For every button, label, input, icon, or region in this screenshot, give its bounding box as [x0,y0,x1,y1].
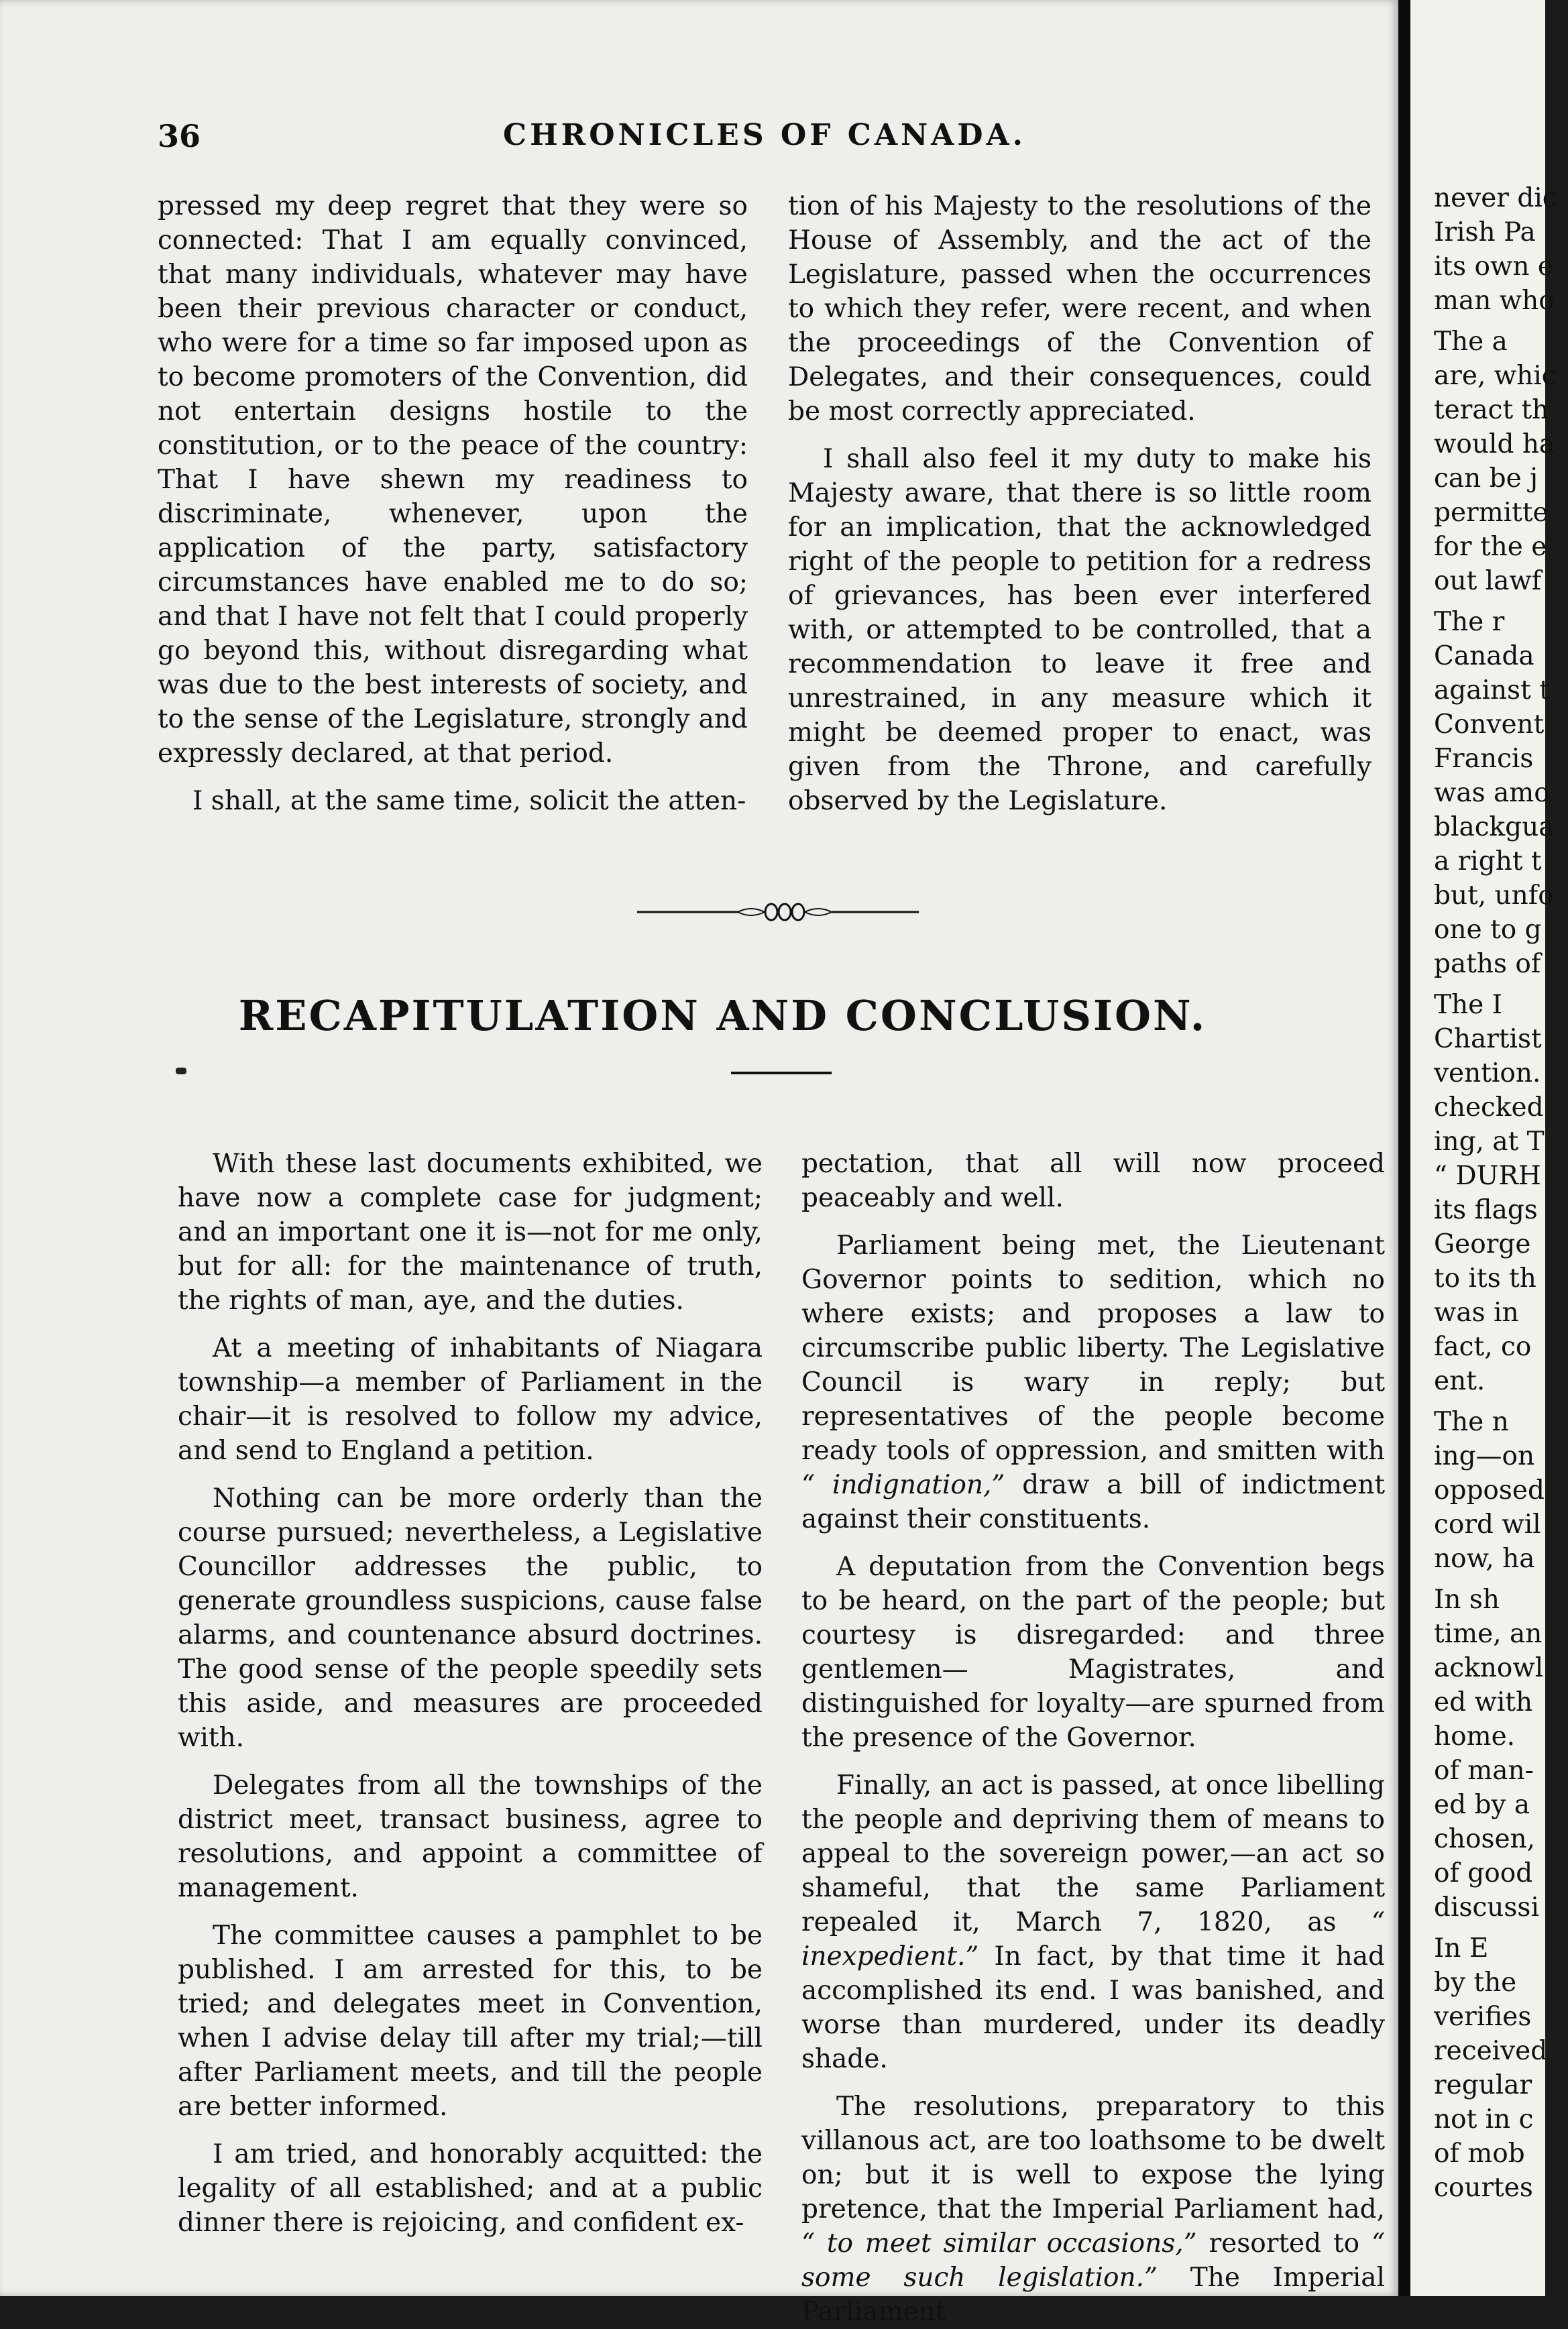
paragraph: I shall, at the same time, solicit the atten- [192,786,746,816]
text-run: The Imperial Parliament [801,2263,1385,2327]
book-gutter [1398,0,1410,2296]
fragment-line: The r [1434,607,1505,637]
fragment-line: but, unfo [1434,881,1554,911]
fragment-line: In sh [1434,1585,1500,1615]
fragment-line: regular [1434,2070,1532,2100]
fragment-line: now, ha [1434,1544,1535,1574]
fragment-line: by the [1434,1968,1517,1998]
section-title: RECAPITULATION AND CONCLUSION. [238,991,1207,1040]
fragment-line: Irish Pa [1434,217,1536,247]
running-head: CHRONICLES OF CANADA. [503,118,1026,152]
paragraph: With these last documents exhibited, we have now a complete case for judgment; and an important one it is—not for me only, but for all: for the maintenance of truth, the rights of man, aye, and the duties. [178,1149,763,1316]
fragment-line: Chartist [1434,1024,1542,1054]
fragment-line: vention. [1434,1058,1541,1088]
fragment-line: ent. [1434,1366,1486,1396]
paragraph: pectation, that all will now proceed peaceably and well. [801,1149,1385,1213]
adjacent-page-fragment [1410,0,1557,2296]
paragraph: At a meeting of inhabitants of Niagara township—a member of Parliament in the chair—it is resolved to follow my advice, and send to England a petition. [178,1333,763,1466]
text-run: draw a bill of indictment against their constituents. [801,1470,1386,1534]
paragraph: tion of his Majesty to the resolutions of the House of Assembly, and the act of the Legislature, passed when the occurrences to which they refer, were recent, and when the proceedings of the Convention of Delegates, and their consequences, could be most correctly appreciated. [788,191,1371,427]
fragment-line: Canada [1434,641,1534,671]
paragraph [801,1229,1385,1536]
page-number: 36 [158,118,201,154]
title-rule [731,1072,832,1074]
fragment-line: courtes [1434,2173,1533,2203]
fragment-line: was in [1434,1298,1519,1328]
italic-run: “ to meet similar occasions,” [801,2228,1197,2259]
fragment-line: blackgua [1434,812,1555,842]
ornament-divider-icon [637,889,919,935]
fragment-line: of good [1434,1858,1533,1888]
paragraph: Delegates from all the townships of the district meet, transact business, agree to resolutions, and appoint a committee of management. [178,1770,763,1903]
fragment-line: ing—on [1434,1441,1535,1471]
text-run: resorted to [1209,2228,1360,2259]
ink-mark [176,1068,186,1074]
fragment-line: home. [1434,1721,1516,1752]
fragment-line: The I [1434,990,1503,1020]
italic-run: “ indignation,” [801,1470,1005,1500]
fragment-line: man who [1434,286,1555,316]
fragment-line: its flags [1434,1195,1538,1225]
fragment-line: a right t [1434,846,1542,876]
italic-run: “ inexpedient.” [801,1907,1385,1972]
italic-run: “ some such legislation.” [801,2228,1385,2293]
paragraph [801,1768,1385,2076]
bottom-right-column [801,1147,1385,2329]
fragment-line: ed with [1434,1687,1533,1717]
fragment-line: opposed [1434,1475,1545,1506]
fragment-line: ing, at T [1434,1127,1545,1157]
text-run: In fact, by that time it had accomplished its end. I was banished, and worse than murdered, under its deadly shade. [801,1941,1385,2074]
adjacent-page-column [1434,181,1568,2205]
fragment-line: was amo [1434,778,1550,808]
fragment-line: to its th [1434,1263,1536,1294]
page-header [158,118,1371,172]
fragment-line: can be j [1434,463,1538,494]
fragment-line: permitte [1434,498,1549,528]
fragment-line: The n [1434,1407,1509,1437]
text-run: The resolutions, preparatory to this villanous act, are too loathsome to be dwelt on; but it is well to expose the lying pretence, that the Imperial Parliament had, [801,2092,1385,2224]
paragraph: I am tried, and honorably acquitted: the legality of all established; and at a public dinner there is rejoicing, and confident ex- [178,2139,763,2238]
fragment-line: against t [1434,675,1550,705]
bottom-left-column [178,1147,763,2240]
fragment-line: not in c [1434,2104,1534,2135]
fragment-line: Convent [1434,709,1545,740]
fragment-line: acknowl [1434,1653,1544,1683]
fragment-line: “ DURH [1434,1161,1541,1191]
text-run: Parliament being met, the Lieutenant Governor points to sedition, which no where exists; and proposes a law to circumscribe public liberty. The Legislative Council is wary in reply; but representatives of the people become ready tools of oppression, and smitten with [801,1231,1385,1466]
fragment-line: of man- [1434,1756,1534,1786]
fragment-line: verifies [1434,2002,1532,2032]
fragment-line: its own e [1434,251,1554,282]
paragraph: Nothing can be more orderly than the course pursued; nevertheless, a Legislative Councillor addresses the public, to generate groundless suspicions, cause false alarms, and countenance absurd doctrines. The good sense of the people speedily sets this aside, and measures are proceeded with. [178,1483,763,1753]
fragment-line: The a [1434,327,1508,357]
fragment-line: one to g [1434,915,1542,945]
fragment-line: checked [1434,1092,1544,1123]
paragraph [801,2090,1385,2329]
top-left-column [158,189,748,818]
paragraph: pressed my deep regret that they were so connected: That I am equally convinced, that many individuals, whatever may have been their previous character or conduct, who were for a time so far imposed upon as to become promoters of the Convention, did not entertain designs hostile to the constitution, or to the peace of the country: That I have shewn my readiness to discriminate, whenever, upon the application of the party, satisfactory circumstances have enabled me to do so; and that I have not felt that I could properly go beyond this, without disregarding what was due to the best interests of society, and to the sense of the Legislature, strongly and expressly declared, at that period. [158,191,748,769]
fragment-line: cord wil [1434,1510,1541,1540]
fragment-line: fact, co [1434,1332,1532,1362]
fragment-line: ed by a [1434,1790,1530,1820]
fragment-line: received [1434,2036,1548,2066]
fragment-line: Francis [1434,744,1534,774]
top-right-column [788,189,1371,818]
fragment-line: George [1434,1229,1531,1259]
paragraph: A deputation from the Convention begs to be heard, on the part of the people; but courtesy is disregarded: and three gentlemen— Magistrates, and distinguished for loyalty—are spurned from the presence of the Governor. [801,1552,1385,1753]
paragraph: I shall also feel it my duty to make his Majesty aware, that there is so little room for an implication, that the acknowledged right of the people to petition for a redress of grievances, has been ever interfered with, or attempted to be controlled, that a recommendation to leave it free and unrestrained, in any measure which it might be deemed proper to enact, was given from the Throne, and carefully observed by the Legislature. [788,444,1371,816]
fragment-line: for the e [1434,532,1547,562]
fragment-line: paths of [1434,949,1541,979]
fragment-line: are, whic [1434,361,1557,391]
fragment-line: chosen, [1434,1824,1536,1854]
fragment-line: teract th [1434,395,1549,425]
fragment-line: of mob [1434,2139,1525,2169]
paragraph: The committee causes a pamphlet to be published. I am arrested for this, to be tried; and delegates meet in Convention, when I advise delay till after my trial;—till after Parliament meets, and till the people are better informed. [178,1921,763,2122]
text-run: Finally, an act is passed, at once libelling the people and depriving them of means to appeal to the sovereign power,—an act so shameful, that the same Parliament repealed it, March 7, 1820, as [801,1770,1385,1937]
fragment-line: never dic [1434,183,1557,213]
fragment-line: In E [1434,1933,1489,1964]
fragment-line: out lawf [1434,566,1542,596]
fragment-line: would ha [1434,429,1555,459]
fragment-line: discussi [1434,1892,1539,1923]
fragment-line: time, an [1434,1619,1543,1649]
